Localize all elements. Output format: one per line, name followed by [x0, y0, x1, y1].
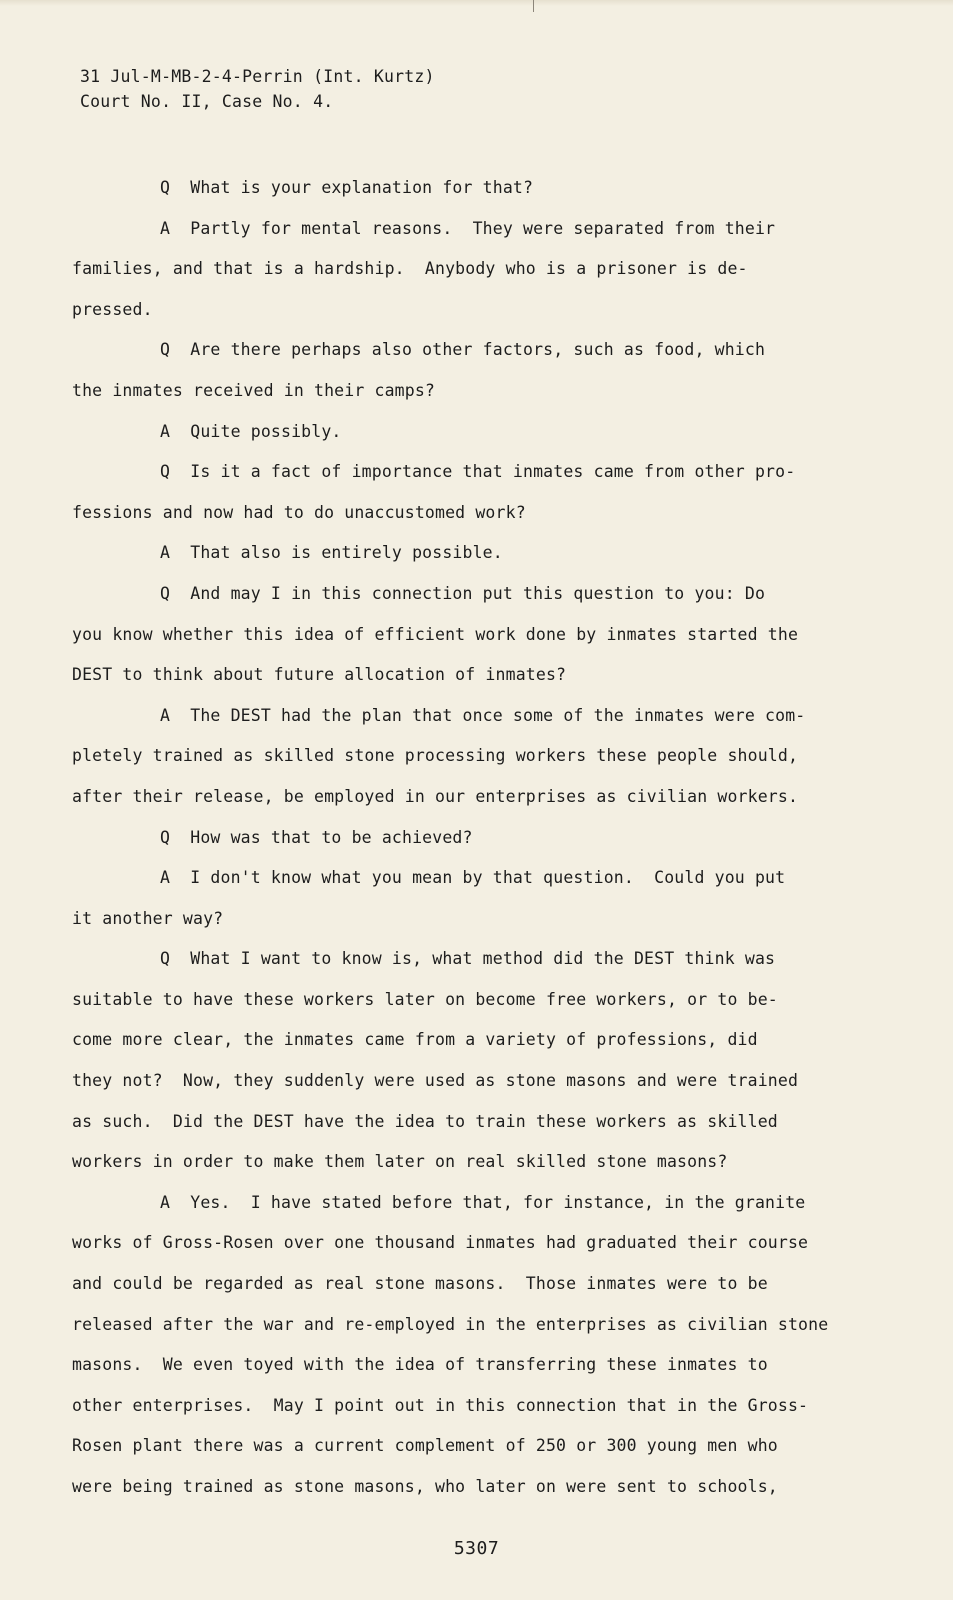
transcript-line: fessions and now had to do unaccustomed work?	[72, 502, 526, 522]
fold-mark	[533, 0, 534, 12]
transcript-line: A That also is entirely possible.	[160, 543, 503, 563]
transcript-line: Q Are there perhaps also other factors, such as food, which	[160, 340, 766, 360]
transcript-line: pletely trained as skilled stone processing workers these people should,	[72, 746, 799, 766]
transcript-line: Rosen plant there was a current complement of 250 or 300 young men who	[72, 1436, 778, 1456]
document-header	[80, 64, 435, 114]
transcript-line: and could be regarded as real stone masons. Those inmates were to be	[72, 1274, 768, 1294]
transcript-line: released after the war and re-employed in the enterprises as civilian stone	[72, 1314, 829, 1334]
transcript-line: Q Is it a fact of importance that inmates came from other pro-	[160, 462, 796, 482]
transcript-line: you know whether this idea of efficient work done by inmates started the	[72, 624, 799, 644]
transcript-line: workers in order to make them later on real skilled stone masons?	[72, 1152, 728, 1172]
transcript-line: DEST to think about future allocation of inmates?	[72, 665, 567, 685]
transcript-line: other enterprises. May I point out in this connection that in the Gross-	[72, 1395, 809, 1415]
transcript-line: Q What is your explanation for that?	[160, 178, 534, 197]
transcript-line: pressed.	[72, 299, 153, 319]
header-line-court-case: Court No. II, Case No. 4.	[80, 92, 334, 111]
transcript-line: A Partly for mental reasons. They were separated from their	[160, 218, 776, 238]
transcript-line: A I don't know what you mean by that question. Could you put	[160, 868, 786, 888]
transcript-line: were being trained as stone masons, who later on were sent to schools,	[72, 1477, 778, 1496]
transcript-body	[72, 168, 862, 1508]
transcript-line: come more clear, the inmates came from a variety of professions, did	[72, 1030, 758, 1050]
transcript-line: A Yes. I have stated before that, for instance, in the granite	[160, 1192, 806, 1212]
transcript-line: Q And may I in this connection put this question to you: Do	[160, 583, 766, 603]
transcript-line: it another way?	[72, 908, 224, 928]
header-line-session: 31 Jul-M-MB-2-4-Perrin (Int. Kurtz)	[80, 67, 435, 86]
transcript-line: A Quite possibly.	[160, 421, 342, 441]
transcript-line: as such. Did the DEST have the idea to train these workers as skilled	[72, 1111, 778, 1131]
transcript-line: works of Gross-Rosen over one thousand inmates had graduated their course	[72, 1233, 809, 1253]
transcript-line: they not? Now, they suddenly were used as stone masons and were trained	[72, 1071, 799, 1091]
transcript-line: families, and that is a hardship. Anybody who is a prisoner is de-	[72, 259, 748, 279]
transcript-line: Q What I want to know is, what method did the DEST think was	[160, 949, 776, 969]
transcript-line: A The DEST had the plan that once some of the inmates were com-	[160, 705, 806, 725]
transcript-line: after their release, be employed in our enterprises as civilian workers.	[72, 786, 799, 806]
transcript-line: the inmates received in their camps?	[72, 380, 436, 400]
page-number: 5307	[453, 1538, 500, 1559]
transcript-line: masons. We even toyed with the idea of transferring these inmates to	[72, 1355, 768, 1375]
transcript-line: Q How was that to be achieved?	[160, 827, 473, 847]
transcript-line: suitable to have these workers later on become free workers, or to be-	[72, 989, 778, 1009]
paper-edge	[0, 0, 953, 6]
